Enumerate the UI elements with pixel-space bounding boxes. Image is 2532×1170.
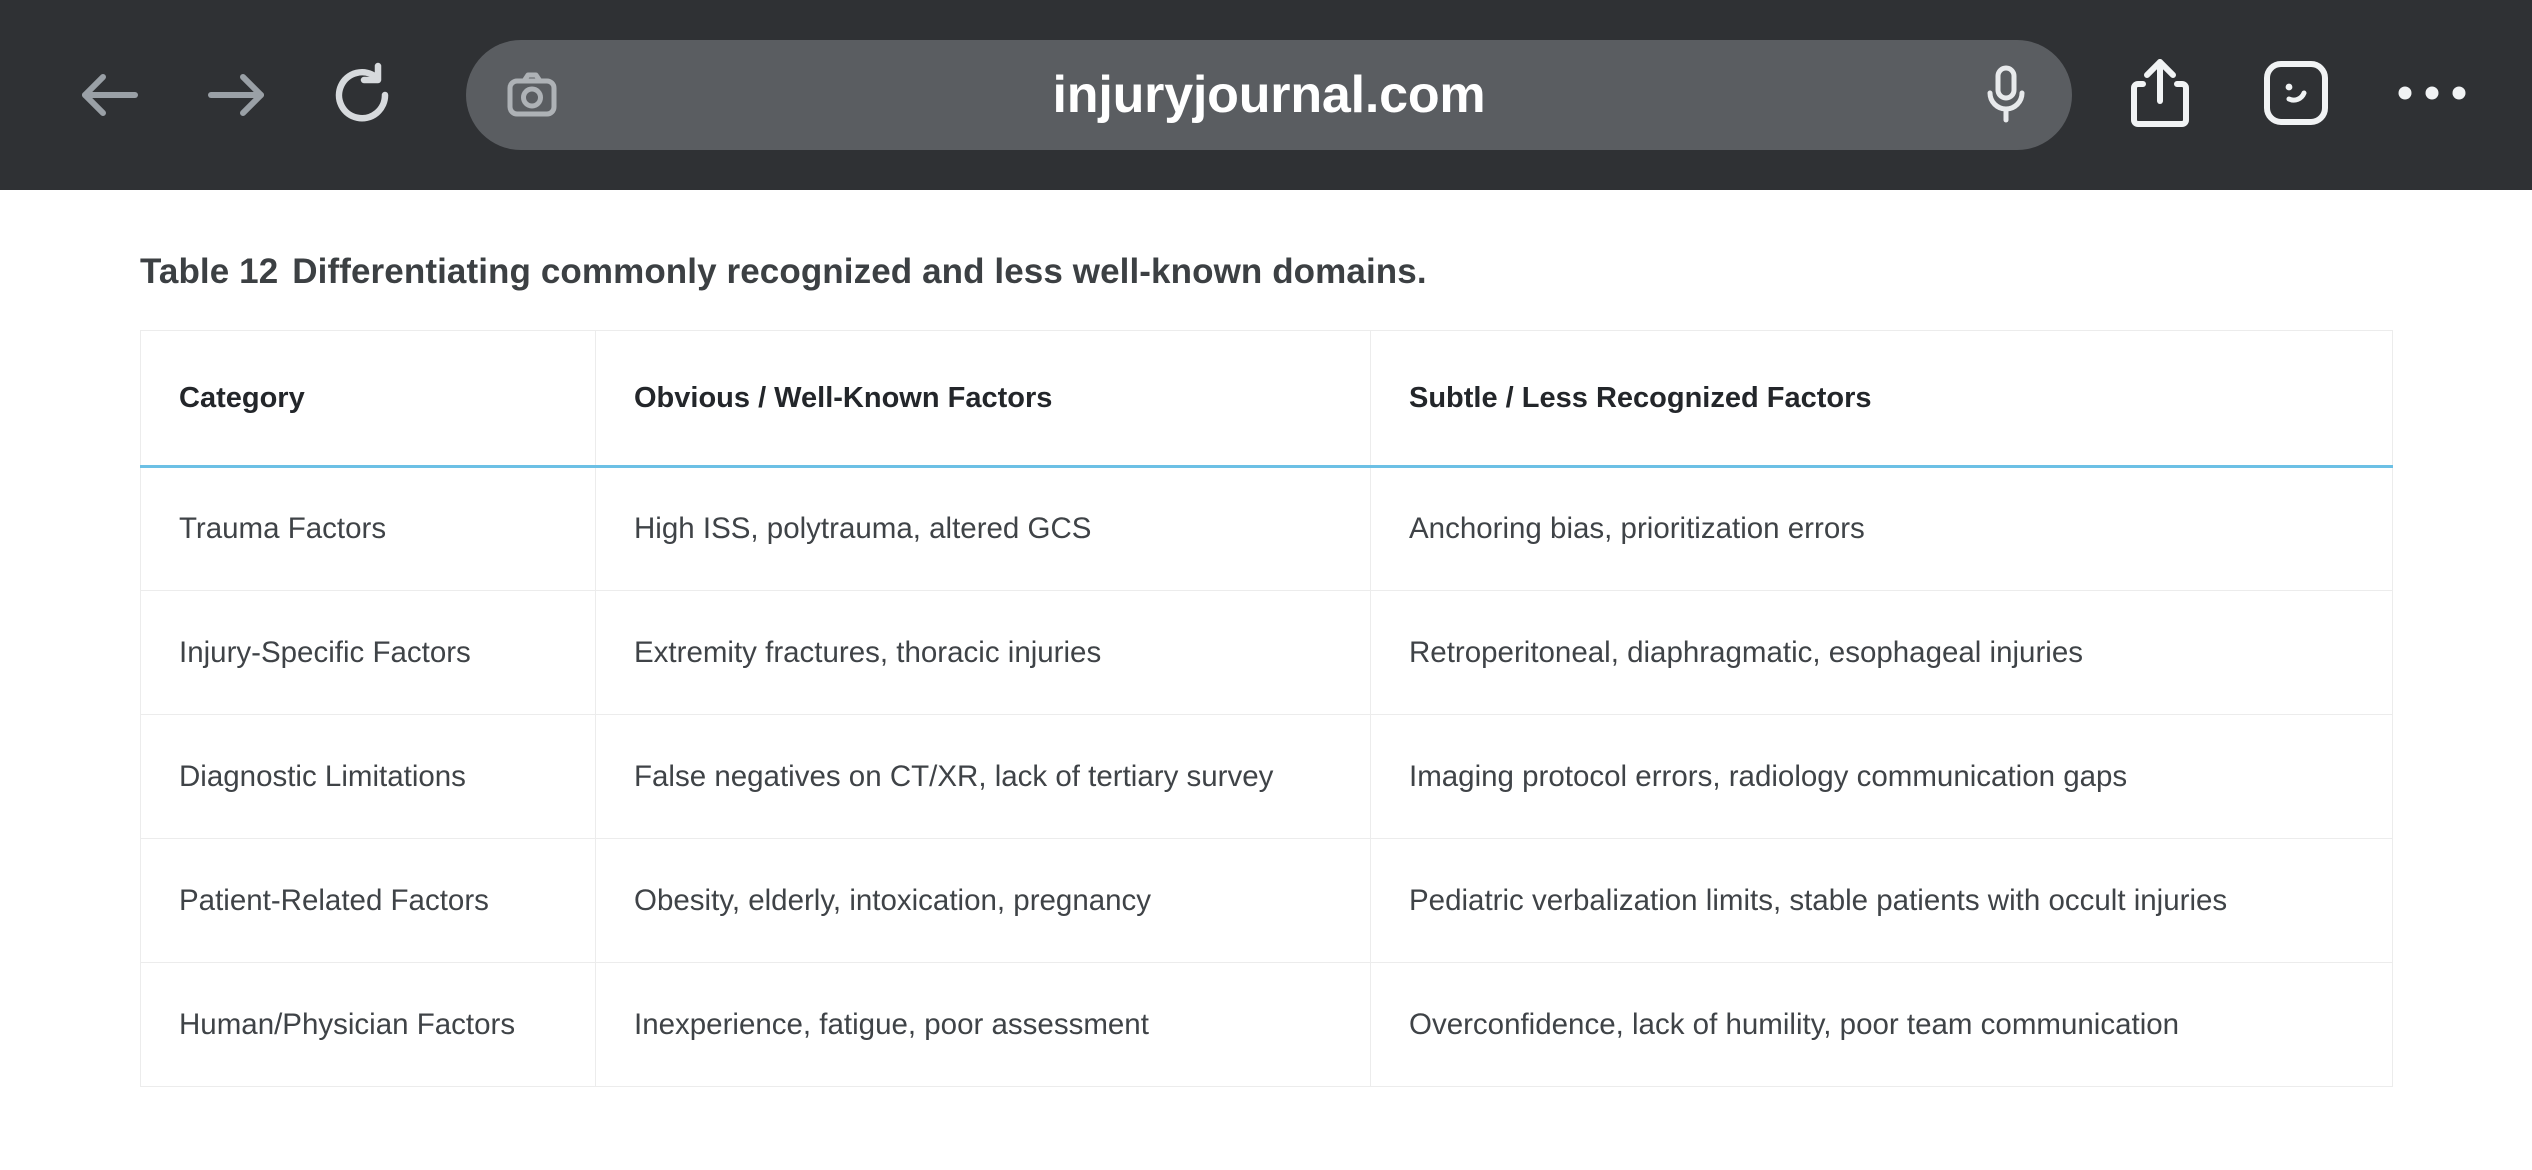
more-options-button[interactable] [2390, 53, 2474, 137]
more-options-icon [2395, 81, 2469, 110]
cell-category: Patient-Related Factors [141, 839, 596, 963]
cell-obvious: False negatives on CT/XR, lack of tertiary survey [596, 715, 1371, 839]
cell-subtle: Overconfidence, lack of humility, poor team communication [1371, 963, 2393, 1087]
column-header-subtle: Subtle / Less Recognized Factors [1371, 331, 2393, 467]
reload-button[interactable] [310, 43, 414, 147]
table-caption [140, 252, 2392, 292]
cell-category: Diagnostic Limitations [141, 715, 596, 839]
caption-number: Table 12 [140, 252, 279, 291]
table-row [141, 591, 2393, 715]
table-header-row [141, 331, 2393, 467]
share-icon [2130, 57, 2190, 134]
table-row [141, 715, 2393, 839]
tabs-icon [2263, 60, 2329, 131]
arrow-right-icon [205, 69, 267, 121]
tabs-button[interactable] [2254, 53, 2338, 137]
arrow-left-icon [79, 69, 141, 121]
table-row [141, 467, 2393, 591]
caption-text: Differentiating commonly recognized and less well-known domains. [292, 252, 1427, 291]
cell-obvious: Extremity fractures, thoracic injuries [596, 591, 1371, 715]
url-text: injuryjournal.com [1052, 66, 1486, 124]
microphone-icon[interactable] [1974, 63, 2038, 127]
cell-subtle: Anchoring bias, prioritization errors [1371, 467, 2393, 591]
reload-icon [329, 62, 395, 128]
share-button[interactable] [2118, 53, 2202, 137]
browser-toolbar [0, 0, 2532, 190]
forward-button[interactable] [184, 43, 288, 147]
column-header-obvious: Obvious / Well-Known Factors [596, 331, 1371, 467]
cell-obvious: Obesity, elderly, intoxication, pregnancy [596, 839, 1371, 963]
domains-table [140, 330, 2393, 1087]
cell-category: Human/Physician Factors [141, 963, 596, 1087]
table-row [141, 963, 2393, 1087]
cell-subtle: Retroperitoneal, diaphragmatic, esophageal injuries [1371, 591, 2393, 715]
table-row [141, 839, 2393, 963]
toolbar-actions [2118, 53, 2474, 137]
column-header-category: Category [141, 331, 596, 467]
camera-search-icon[interactable] [500, 63, 564, 127]
cell-subtle: Pediatric verbalization limits, stable patients with occult injuries [1371, 839, 2393, 963]
cell-obvious: Inexperience, fatigue, poor assessment [596, 963, 1371, 1087]
cell-category: Trauma Factors [141, 467, 596, 591]
address-bar[interactable] [466, 40, 2072, 150]
page-content [0, 252, 2532, 1170]
back-button[interactable] [58, 43, 162, 147]
cell-subtle: Imaging protocol errors, radiology communication gaps [1371, 715, 2393, 839]
cell-category: Injury-Specific Factors [141, 591, 596, 715]
cell-obvious: High ISS, polytrauma, altered GCS [596, 467, 1371, 591]
